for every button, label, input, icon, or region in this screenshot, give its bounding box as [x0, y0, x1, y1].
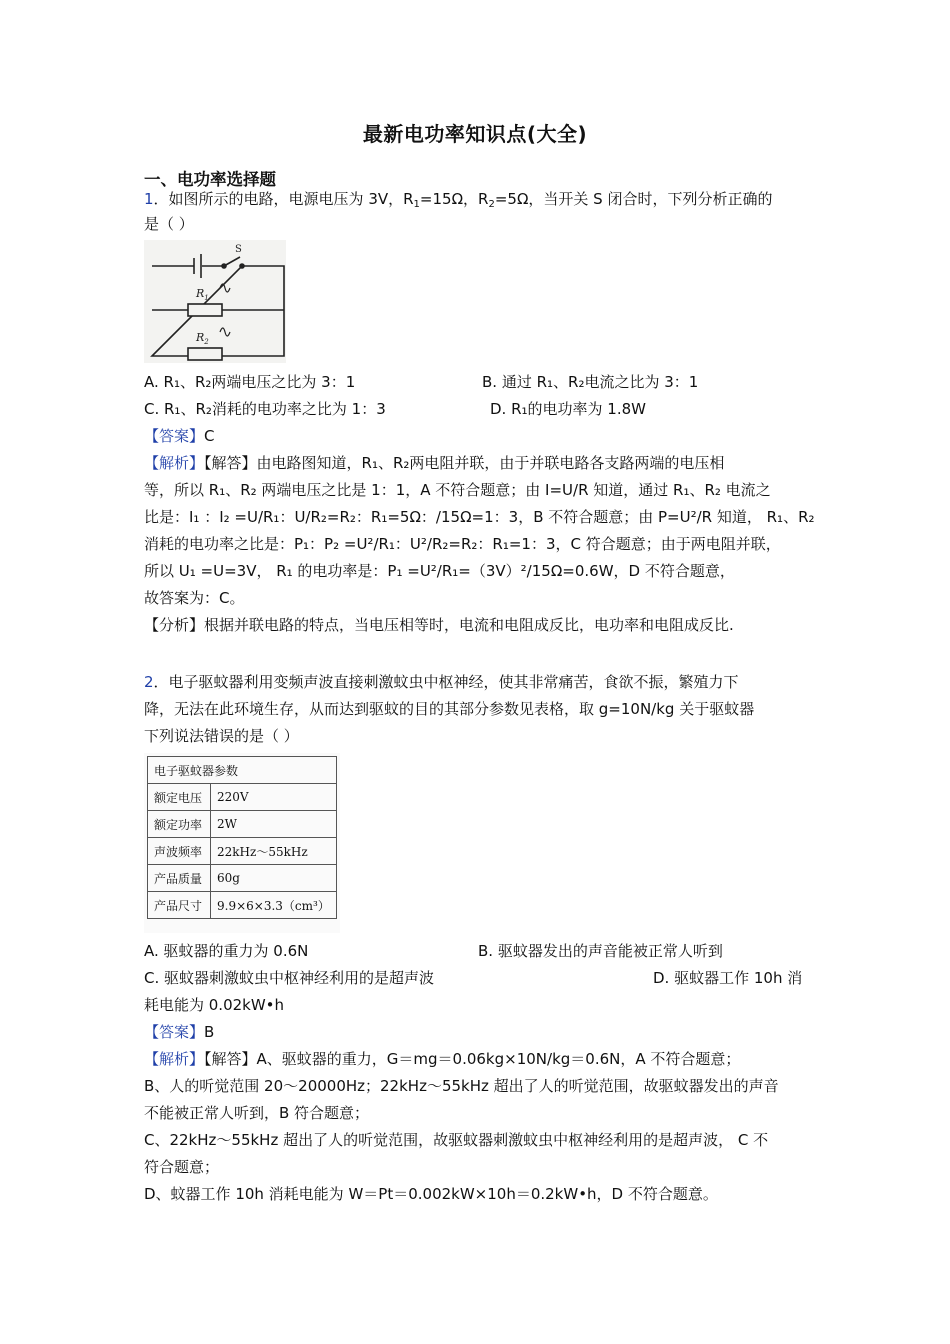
- q2-analysis-line1: 【解析】【解答】A、驱蚊器的重力，G＝mg＝0.06kg×10N/kg＝0.6N，A 不符合题意；: [144, 1050, 741, 1068]
- q1-analysis-line1: 【解析】【解答】由电路图知道，R₁、R₂两电阻并联，由于并联电路各支路两端的电压相: [144, 454, 725, 472]
- q2-stem-line2: 降，无法在此环境生存，从而达到驱蚊的目的其部分参数见表格，取 g=10N/kg 关于驱蚊器: [144, 700, 755, 718]
- table-row: 声波频率 22kHz～55kHz: [148, 838, 337, 865]
- q1-option-b: B. 通过 R₁、R₂电流之比为 3：1: [482, 373, 699, 391]
- q2-answer: 【答案】B: [144, 1023, 215, 1041]
- parameter-table: [144, 753, 340, 933]
- table-row: 额定功率 2W: [148, 811, 337, 838]
- circuit-svg: [144, 240, 286, 363]
- q2-option-d-line2: 耗电能为 0.02kW•h: [144, 996, 285, 1014]
- q2-stem-line3: 下列说法错误的是（ ）: [144, 727, 299, 745]
- q1-stem: 1．如图所示的电路，电源电压为 3V，$R_1=15\Omega$，$R_2=5\Omega$，当开关 S 闭合时，下列分析正确的: [144, 190, 773, 210]
- q2-analysis-line2: B、人的听觉范围 20～20000Hz；22kHz～55kHz 超出了人的听觉范围，故驱蚊器发出的声音: [144, 1077, 779, 1095]
- q2-analysis-line4: C、22kHz～55kHz 超出了人的听觉范围，故驱蚊器刺激蚊虫中枢神经利用的是超声波， C 不: [144, 1131, 769, 1149]
- q2-analysis-line5: 符合题意；: [144, 1158, 220, 1176]
- table-row: 额定电压 220V: [148, 784, 337, 811]
- table-row: 产品质量 60g: [148, 865, 337, 892]
- table-title: 电子驱蚊器参数: [148, 757, 337, 784]
- switch-label: S: [235, 244, 242, 255]
- q1-analysis-line6: 故答案为：C。: [144, 589, 245, 607]
- q1-fenxi: 【分析】根据并联电路的特点，当电压相等时，电流和电阻成反比，电功率和电阻成反比.: [144, 616, 734, 634]
- circuit-diagram: [144, 240, 286, 363]
- q1-option-c: C. R₁、R₂消耗的电功率之比为 1：3: [144, 400, 386, 418]
- section-heading: 一、电功率选择题: [144, 170, 276, 189]
- q1-analysis-line4: 消耗的电功率之比是：P₁：P₂ =U²/R₁：U²/R₂=R₂：R₁=1：3，C 符合题意；由于两电阻并联，: [144, 535, 781, 553]
- q2-option-c: C. 驱蚊器刺激蚊虫中枢神经利用的是超声波: [144, 969, 435, 987]
- q1-option-d: D. R₁的电功率为 1.8W: [490, 400, 646, 418]
- q2-stem: 2．电子驱蚊器利用变频声波直接刺激蚊虫中枢神经，使其非常痛苦，食欲不振，繁殖力下: [144, 673, 739, 691]
- q1-answer: 【答案】C: [144, 427, 215, 445]
- q2-analysis-line6: D、蚊器工作 10h 消耗电能为 W＝Pt＝0.002kW×10h＝0.2kW•h，D 不符合题意。: [144, 1185, 718, 1203]
- q1-option-a: A. R₁、R₂两端电压之比为 3：1: [144, 373, 356, 391]
- q2-option-b: B. 驱蚊器发出的声音能被正常人听到: [478, 942, 723, 960]
- q2-analysis-line3: 不能被正常人听到，B 符合题意；: [144, 1104, 370, 1122]
- q1-analysis-line2: 等，所以 R₁、R₂ 两端电压之比是 1：1，A 不符合题意；由 I=U/R 知道，通过 R₁、R₂ 电流之: [144, 481, 771, 499]
- q1-analysis-line5: 所以 U₁ =U=3V， R₁ 的电功率是：P₁ =U²/R₁=（3V）²/15Ω=0.6W，D 不符合题意，: [144, 562, 735, 580]
- q2-option-d: D. 驱蚊器工作 10h 消: [653, 969, 803, 987]
- q2-number: 2: [144, 673, 154, 691]
- table-row: 产品尺寸 9.9×6×3.3（cm³）: [148, 892, 337, 919]
- r2-label: $R_2$: [196, 331, 209, 346]
- q1-number: 1: [144, 190, 154, 208]
- r1-label: $R_1$: [196, 287, 209, 302]
- q2-option-a: A. 驱蚊器的重力为 0.6N: [144, 942, 309, 960]
- q1-stem-line2: 是（ ）: [144, 215, 194, 233]
- document-title: 最新电功率知识点(大全): [362, 122, 588, 146]
- q1-analysis-line3: 比是：I₁ ：I₂ =U/R₁：U/R₂=R₂：R₁=5Ω：/15Ω=1：3，B 不符合题意；由 P=U²/R 知道， R₁、R₂: [144, 508, 815, 526]
